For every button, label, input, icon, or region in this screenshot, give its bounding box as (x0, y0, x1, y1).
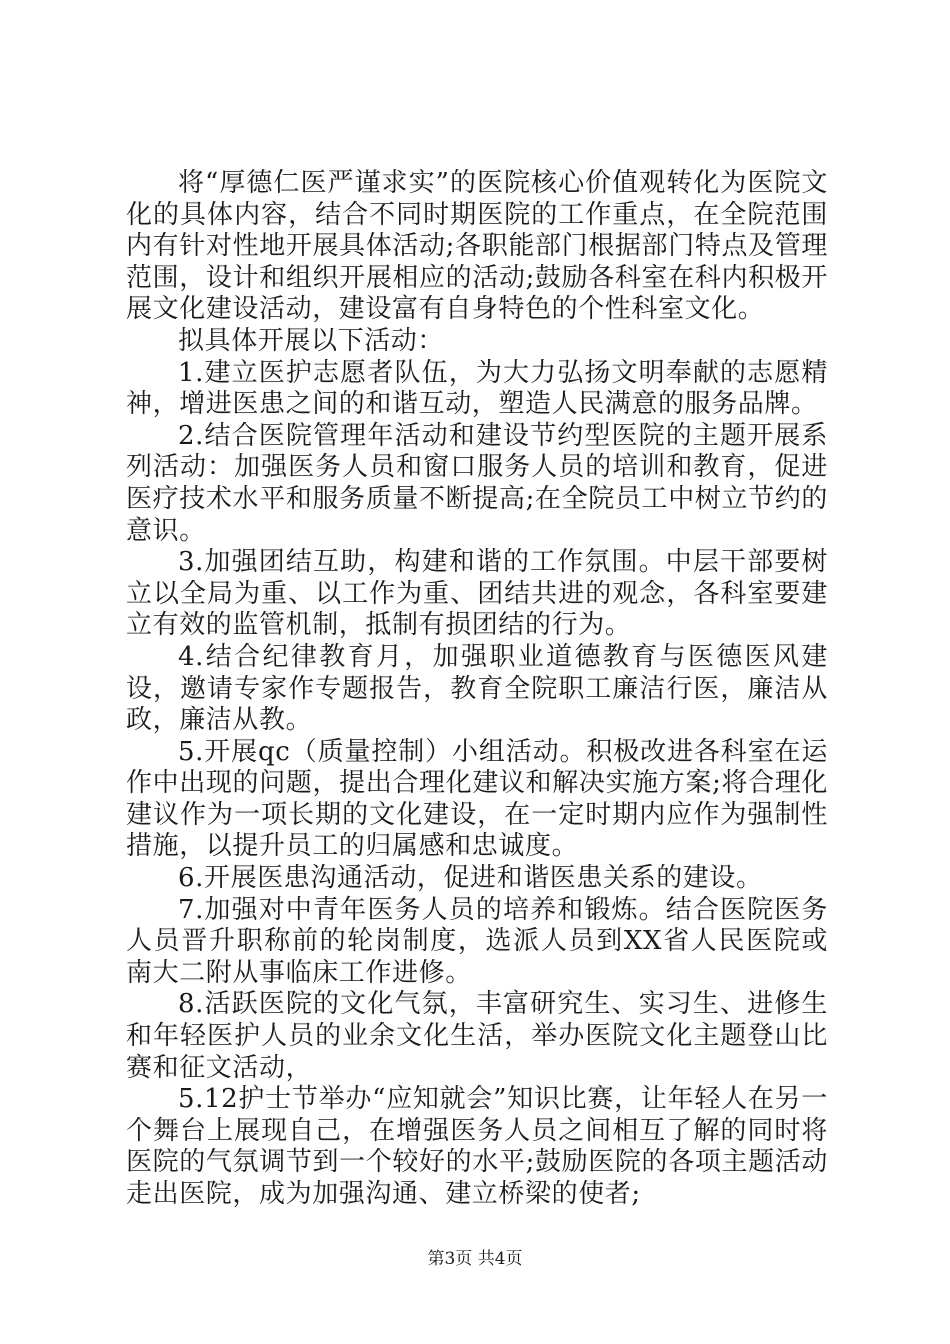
paragraph-item-8: 8.活跃医院的文化气氛，丰富研究生、实习生、进修生和年轻医护人员的业余文化生活，举办医院文化主题登山比赛和征文活动， (126, 989, 828, 1083)
paragraph-item-5: 5.开展qc（质量控制）小组活动。积极改进各科室在运作中出现的问题，提出合理化建议和解决实施方案;将合理化建议作为一项长期的文化建设，在一定时期内应作为强制性措施，以提升员工的归属感和忠诚度。 (126, 736, 828, 862)
paragraph-activities-heading: 拟具体开展以下活动： (178, 325, 445, 356)
paragraph-item-1: 1.建立医护志愿者队伍，为大力弘扬文明奉献的志愿精神，增进医患之间的和谐互动，塑造人民满意的服务品牌。 (126, 357, 828, 420)
paragraph-item-7: 7.加强对中青年医务人员的培养和锻炼。结合医院医务人员晋升职称前的轮岗制度，选派人员到XX省人民医院或南大二附从事临床工作进修。 (126, 894, 828, 988)
page-footer (0, 1244, 950, 1269)
document-body (126, 168, 828, 1211)
paragraph-intro: 将“厚德仁医严谨求实”的医院核心价值观转化为医院文化的具体内容，结合不同时期医院的工作重点，在全院范围内有针对性地开展具体活动;各职能部门根据部门特点及管理范围，设计和组织开展相应的活动;鼓励各科室在科内积极开展文化建设活动，建设富有自身特色的个性科室文化。 (126, 168, 828, 325)
paragraph-item-6: 6.开展医患沟通活动，促进和谐医患关系的建设。 (178, 863, 763, 894)
page-number-label: 第3页 共4页 (427, 1249, 523, 1269)
paragraph-nurses-day: 5.12护士节举办“应知就会”知识比赛，让年轻人在另一个舞台上展现自己，在增强医务人员之间相互了解的同时将医院的气氛调节到一个较好的水平;鼓励医院的各项主题活动走出医院，成为加强沟通、建立桥梁的使者; (126, 1084, 828, 1209)
paragraph-item-3: 3.加强团结互助，构建和谐的工作氛围。中层干部要树立以全局为重、以工作为重、团结共进的观念，各科室要建立有效的监管机制，抵制有损团结的行为。 (126, 547, 828, 641)
paragraph-item-2: 2.结合医院管理年活动和建设节约型医院的主题开展系列活动：加强医务人员和窗口服务人员的培训和教育，促进医疗技术水平和服务质量不断提高;在全院员工中树立节约的意识。 (126, 420, 828, 546)
paragraph-item-4: 4.结合纪律教育月，加强职业道德教育与医德医风建设，邀请专家作专题报告，教育全院职工廉洁行医，廉洁从政，廉洁从教。 (126, 641, 828, 736)
